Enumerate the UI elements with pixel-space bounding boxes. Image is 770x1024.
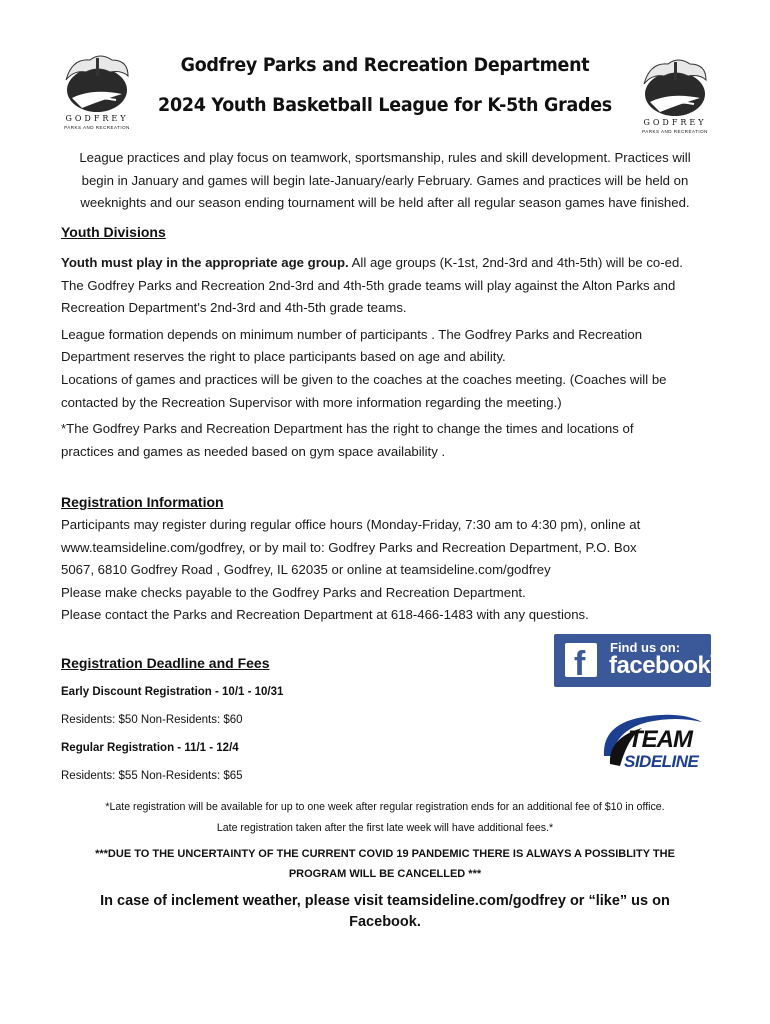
intro-paragraph	[40, 147, 730, 215]
youth-line: *The Godfrey Parks and Recreation Department has the right to change the times and locations of	[61, 421, 634, 437]
logo-subtext: PARKS AND RECREATION	[642, 129, 708, 134]
facebook-wordmark: facebook®	[609, 652, 716, 679]
youth-lead-rest: All age groups (K-1st, 2nd-3rd and 4th-5th) will be co-ed.	[348, 255, 683, 270]
registration-info-section	[61, 514, 741, 627]
registration-line: Please make checks payable to the Godfrey Parks and Recreation Department.	[61, 584, 526, 600]
logo-text: GODFREY	[65, 114, 129, 123]
regular-registration-fees: Residents: $55 Non-Residents: $65	[61, 770, 243, 782]
registration-line: Participants may register during regular office hours (Monday-Friday, 7:30 am to 4:30 pm), online at	[61, 517, 641, 532]
weather-note-line: Facebook.	[349, 914, 421, 930]
regular-registration-label: Regular Registration - 11/1 - 12/4	[61, 742, 239, 754]
weather-note	[40, 891, 730, 933]
youth-line: Locations of games and practices will be given to the coaches at the coaches meeting. (Coaches will be	[61, 371, 667, 387]
intro-line: begin in January and games will begin late-January/early February. Games and practices will be held on	[81, 172, 689, 188]
weather-note-line: In case of inclement weather, please visit teamsideline.com/godfrey or “like” us on	[100, 893, 670, 909]
registration-line: www.teamsideline.com/godfrey, or by mail to: Godfrey Parks and Recreation Department, P.O. Box	[61, 539, 637, 555]
registration-info-heading: Registration Information	[61, 494, 224, 510]
team-sideline-logo	[598, 708, 708, 776]
intro-line: weeknights and our season ending tournament will be held after all regular season games have finished.	[80, 195, 690, 211]
logo-text: GODFREY	[643, 118, 707, 127]
covid-note	[40, 844, 730, 884]
youth-lead-line	[61, 252, 741, 275]
late-note-line: *Late registration will be available for up to one week after regular registration ends for an additional fee of $10 in office.	[105, 801, 665, 813]
late-note-line: Late registration taken after the first late week will have additional fees.*	[216, 822, 554, 834]
youth-lead-bold: Youth must play in the appropriate age group.	[61, 255, 349, 270]
page-subtitle: 2024 Youth Basketball League for K-5th Grades	[158, 94, 612, 116]
late-registration-note	[40, 797, 730, 839]
early-registration-label: Early Discount Registration - 10/1 - 10/31	[61, 686, 284, 698]
covid-note-line: ***DUE TO THE UNCERTAINTY OF THE CURRENT COVID 19 PANDEMIC THERE IS ALWAYS A POSSIBLITY THE	[95, 848, 675, 860]
intro-line: League practices and play focus on teamwork, sportsmanship, rules and skill development. Practices will	[79, 150, 691, 165]
facebook-badge[interactable]	[554, 634, 716, 687]
team-sideline-line2: SIDELINE	[624, 752, 699, 771]
early-registration-fees: Residents: $50 Non-Residents: $60	[61, 714, 243, 726]
youth-line: contacted by the Recreation Supervisor with more information regarding the meeting.)	[61, 394, 562, 410]
deadline-fees-heading: Registration Deadline and Fees	[61, 655, 270, 671]
team-sideline-line1: TEAM	[628, 726, 692, 753]
registration-line: 5067, 6810 Godfrey Road , Godfrey, IL 62035 or online at teamsideline.com/godfrey	[61, 562, 551, 578]
youth-divisions-heading: Youth Divisions	[61, 224, 166, 240]
logo-subtext: PARKS AND RECREATION	[64, 125, 130, 130]
youth-line: League formation depends on minimum number of participants . The Godfrey Parks and Recreation	[61, 326, 643, 342]
page-title: Godfrey Parks and Recreation Department	[180, 54, 590, 76]
covid-note-line: PROGRAM WILL BE CANCELLED ***	[288, 868, 482, 880]
registration-line: Please contact the Parks and Recreation Department at 618-466-1483 with any questions.	[61, 607, 589, 623]
facebook-find-label: Find us on:	[610, 640, 681, 655]
youth-line: Department reserves the right to place participants based on age and ability.	[61, 349, 506, 365]
youth-line: practices and games as needed based on gym space availability .	[61, 443, 446, 459]
youth-line: The Godfrey Parks and Recreation 2nd-3rd and 4th-5th grade teams will play against the Alton Parks and	[61, 277, 676, 293]
facebook-f-icon: f	[565, 643, 597, 677]
youth-line: Recreation Department's 2nd-3rd and 4th-5th grade teams.	[61, 300, 407, 316]
youth-divisions-section	[61, 252, 741, 463]
